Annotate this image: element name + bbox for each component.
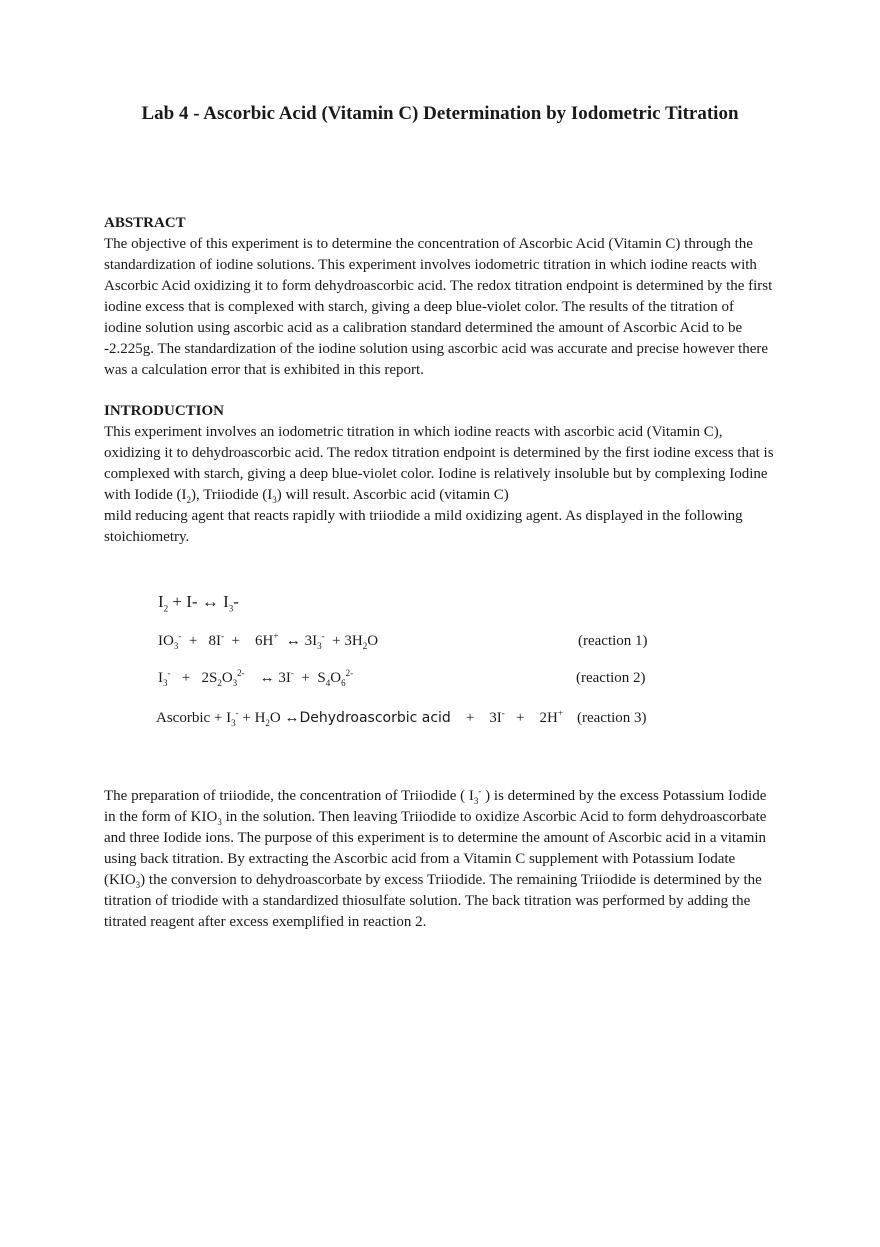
- preparation-text: The preparation of triiodide, the concentration of Triiodide ( $I_3^-$ ) is determined by the excess Potassium Iodide in the form of $KIO_3$ in the solution. Then leaving Triiodide to oxidize Ascorbic Acid to form dehydroascorbate and three Iodide ions. The purpose of this experiment is to determine the amount of Ascorbic acid in a vitamin using back titration. By extracting the Ascorbic acid from a Vitamin C supplement with Potassium Iodate $(KIO_3)$ the conversion to dehydroascorbate by excess Triiodide. The remaining Triiodide is determined by the titration of triodide with a standardized thiosulfate solution. The back titration was performed by adding the titrated reagent after excess exemplified in reaction 2.: [104, 786, 767, 930]
- abstract-text: The objective of this experiment is to determine the concentration of Ascorbic Acid (Vitamin C) through the standardization of iodine solutions. This experiment involves iodometric titration in which iodine reacts with Ascorbic Acid oxidizing it to form dehydroascorbic acid. The redox titration endpoint is determined by the first iodine excess that is complexed with starch, giving a deep blue-violet color. The results of the titration of iodine solution using ascorbic acid as a calibration standard determined the amount of Ascorbic Acid to be -2.225g. The standardization of the iodine solution using ascorbic acid was accurate and precise however there was a calculation error that is exhibited in this report.: [104, 236, 773, 378]
- abstract-heading: ABSTRACT: [104, 215, 186, 231]
- introduction-text: This experiment involves an iodometric titration in which iodine reacts with ascorbic acid (Vitamin C), oxidizing it to dehydroascorbic acid. The redox titration endpoint is determined by the first iodine excess that is complexed with starch, giving a deep blue-violet color. Iodine is relatively insoluble but by complexing Iodine with Iodide $(I_2)$, Triiodide $(I_3)$ will result. Ascorbic acid (vitamin C) mild reducing agent that reacts rapidly with triiodide a mild oxidizing agent. As displayed in the following stoichiometry.: [104, 424, 774, 545]
- equation-triiodide-formation: $I_2 + I-$ ↔ $I_3-$: [158, 592, 239, 614]
- equation-reaction-1: $IO_3^- + 8I^-$ + 6H+ ↔ $3I_3^- + 3H_2O$: [158, 631, 379, 651]
- introduction-section: [104, 401, 774, 548]
- equation-reaction-2: $I_3^- + 2S_2O_3^{2-}$ ↔ $3I^- + S_4O_6^{2-}$: [158, 668, 354, 688]
- equation-reaction-3: Ascorbic + $I_3^- + H_2O$ ↔Dehydroascorbic acid + 3I- + 2H+: [156, 708, 563, 728]
- abstract-section: [104, 213, 774, 381]
- introduction-heading: INTRODUCTION: [104, 403, 225, 419]
- preparation-section: [104, 786, 774, 933]
- reaction-2-label: (reaction 2): [576, 670, 646, 686]
- reaction-1-label: (reaction 1): [578, 633, 648, 649]
- reaction-3-label: (reaction 3): [577, 710, 647, 726]
- page-title: Lab 4 - Ascorbic Acid (Vitamin C) Determination by Iodometric Titration: [141, 103, 739, 124]
